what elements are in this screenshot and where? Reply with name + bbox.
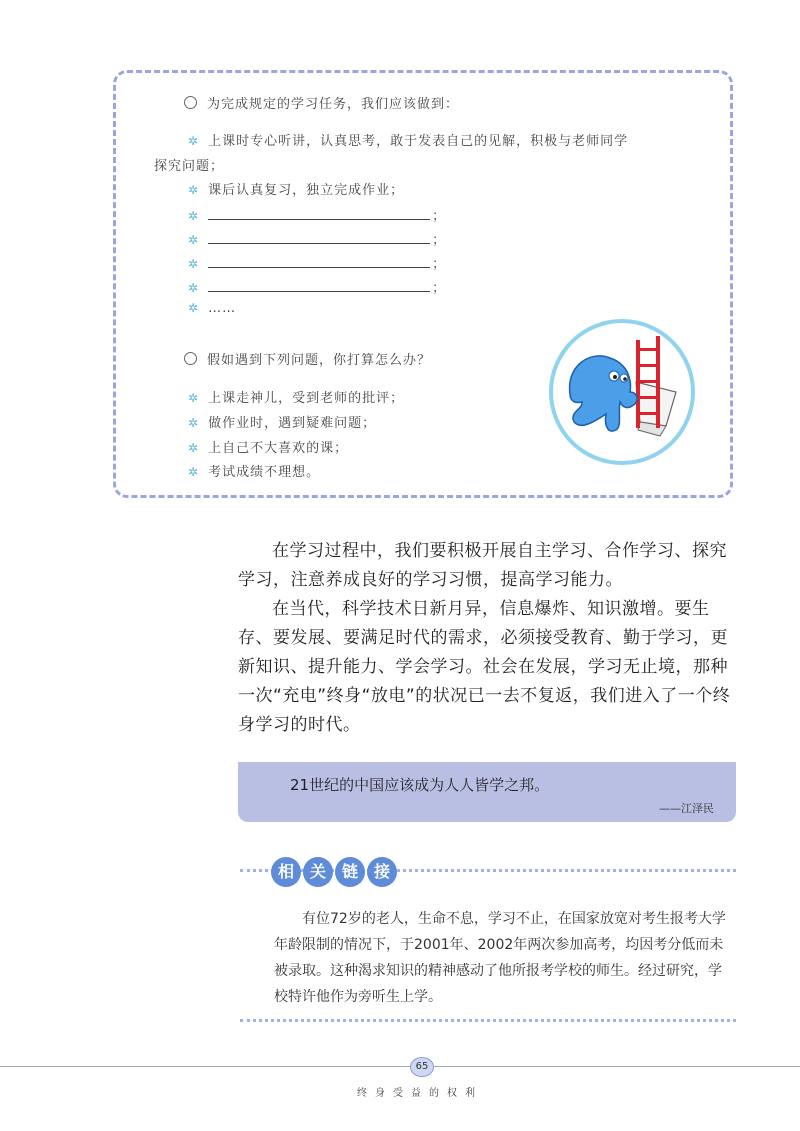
cartoon-climbing-ladder-illustration	[548, 318, 696, 466]
quote-author: ——江泽民	[659, 802, 714, 815]
fill-in-blank	[208, 257, 430, 268]
page-number: 65	[410, 1057, 434, 1077]
question-3: ✲ 上自己不大喜欢的课；	[188, 441, 349, 456]
star-bullet-icon: ✲	[188, 281, 200, 295]
circle-bullet-icon	[184, 96, 197, 109]
quote-text: 21世纪的中国应该成为人人皆学之邦。	[290, 776, 550, 794]
star-bullet-icon: ✲	[188, 441, 200, 455]
bullet-item-1: ✲ 上课时专心听讲，认真思考，敢于发表自己的见解，积极与老师同学	[188, 134, 629, 149]
star-bullet-icon: ✲	[188, 391, 200, 405]
question-4: ✲ 考试成绩不理想。	[188, 465, 321, 480]
blank-line-3: ✲ ；	[188, 257, 447, 272]
star-bullet-icon: ✲	[188, 301, 200, 315]
title-char: 关	[303, 857, 333, 887]
prompt-2: 假如遇到下列问题，你打算怎么办？	[184, 349, 431, 368]
blank-line-1: ✲ ；	[188, 209, 447, 224]
related-link-text: 有位72岁的老人，生命不息，学习不止，在国家放宽对考生报考大学年龄限制的情况下，于2001年、2002年两次参加高考，均因考分低而未被录取。这种渴求知识的精神感动了他所报考学校的师生。经过研究，学校特许他作为旁听生上学。	[274, 911, 726, 1005]
paragraph-2: 在当代，科学技术日新月异，信息爆炸、知识激增。要生存、要发展、要满足时代的需求，必须接受教育、勤于学习，更新知识、提升能力、学会学习。社会在发展，学习无止境，那种一次“充电”终身“放电”的状况已一去不复返，我们进入了一个终身学习的时代。	[238, 599, 731, 735]
related-link-title	[271, 857, 397, 887]
quote-box	[238, 762, 736, 822]
title-char: 链	[335, 857, 365, 887]
fill-in-blank	[208, 281, 430, 292]
star-bullet-icon: ✲	[188, 183, 200, 197]
title-char: 相	[271, 857, 301, 887]
blank-line-2: ✲ ；	[188, 233, 447, 248]
question-1: ✲ 上课走神儿，受到老师的批评；	[188, 391, 405, 406]
blank-line-4: ✲ ；	[188, 281, 447, 296]
prompt-1: 为完成规定的学习任务，我们应该做到：	[184, 93, 459, 112]
question-2: ✲ 做作业时，遇到疑难问题；	[188, 416, 377, 431]
star-bullet-icon: ✲	[188, 465, 200, 479]
footer-rule	[0, 1066, 800, 1067]
ellipsis-line: ✲ ……	[188, 301, 237, 316]
footer-title: 终身受益的权利	[357, 1088, 483, 1099]
star-bullet-icon: ✲	[188, 134, 200, 148]
bullet-item-2: ✲ 课后认真复习，独立完成作业；	[188, 183, 405, 198]
star-bullet-icon: ✲	[188, 416, 200, 430]
circle-bullet-icon	[184, 352, 197, 365]
paragraph-1: 在学习过程中，我们要积极开展自主学习、合作学习、探究学习，注意养成良好的学习习惯，提高学习能力。	[238, 541, 727, 590]
star-bullet-icon: ✲	[188, 233, 200, 247]
bullet-item-1-cont: 探究问题；	[154, 159, 225, 174]
fill-in-blank	[208, 233, 430, 244]
fill-in-blank	[208, 209, 430, 220]
divider-dotted-bottom	[240, 1019, 736, 1022]
title-char: 接	[367, 857, 397, 887]
star-bullet-icon: ✲	[188, 257, 200, 271]
star-bullet-icon: ✲	[188, 209, 200, 223]
